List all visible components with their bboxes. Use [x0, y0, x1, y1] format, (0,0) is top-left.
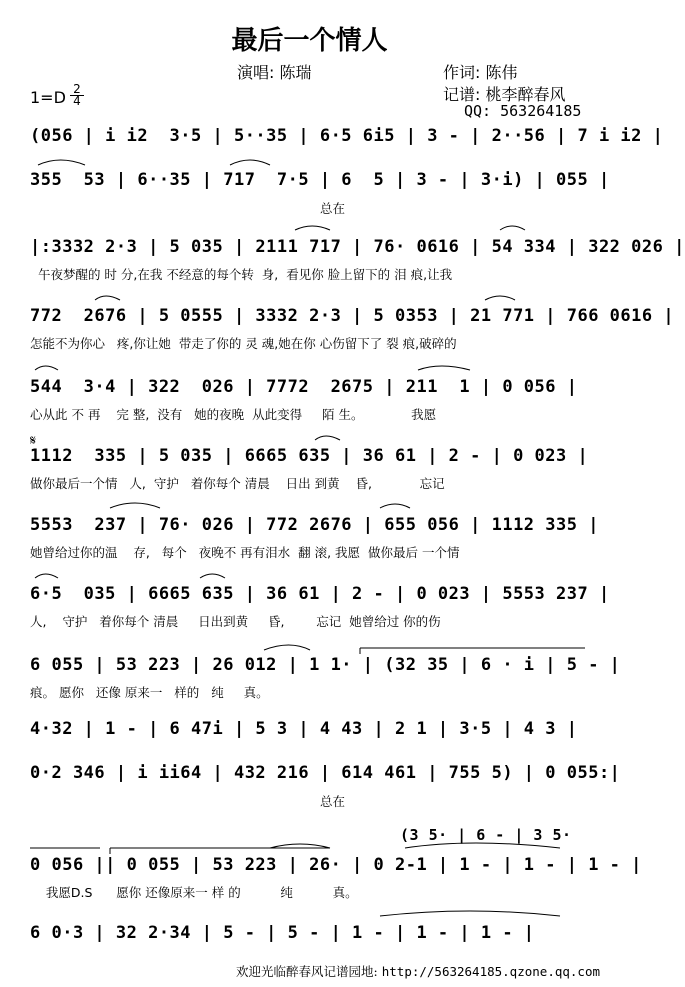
slur-mark [380, 911, 560, 916]
footer-url[interactable]: http://563264185.qzone.qq.com [381, 964, 600, 979]
lyric-line-5: 心从此 不 再 完 整, 没有 她的夜晚 从此变得 陌 生。 我愿 [30, 407, 437, 422]
slur-mark [418, 366, 470, 370]
staff-line-7: 5553 237 | 76· 026 | 772 2676 | 655 056 | 1112 335 | [30, 515, 599, 535]
lyric-line-6: 做你最后一个情 人, 守护 着你每个 清晨 日出 到黄 昏, 忘记 [30, 476, 445, 491]
lyric-line-8: 人, 守护 着你每个 清晨 日出到黄 昏, 忘记 她曾给过 你的伤 [30, 614, 441, 629]
slur-mark [270, 844, 330, 848]
lyric-line-3: 午夜梦醒的 时 分,在我 不经意的每个转 身, 看见你 脸上留下的 泪 痕,让我 [30, 267, 453, 282]
meter-bottom: 4 [70, 95, 84, 107]
staff-line-9: 6 055 | 53 223 | 26 012 | 1 1· | (32 35 | 6 · i | 5 - | [30, 655, 621, 675]
staff-line-6: 1112 335 | 5 035 | 6665 635 | 36 61 | 2 - | 0 023 | [30, 446, 589, 466]
slur-mark [110, 503, 160, 508]
slur-mark [485, 296, 515, 300]
slur-mark [380, 504, 410, 508]
slur-mark [95, 296, 120, 300]
key-signature: 1=D [30, 88, 66, 107]
slur-mark [35, 366, 58, 370]
lyricist-credit: 作词: 陈伟 [443, 63, 518, 82]
lyric-line-11: 总在 [30, 794, 346, 809]
lyric-line-4: 怎能不为你心 疼,你让她 带走了你的 灵 魂,她在你 心伤留下了 裂 痕,破碎的 [30, 336, 457, 351]
lyric-line-7: 她曾给过你的温 存, 每个 夜晚不 再有泪水 翻 滚, 我愿 做你最后 一个情 [30, 545, 460, 560]
slur-mark [315, 436, 340, 440]
qq-number: QQ: 563264185 [464, 102, 582, 120]
slur-mark [230, 160, 270, 165]
singer-credit: 演唱: 陈瑞 [237, 63, 312, 82]
lyric-line-2: 总在 [30, 201, 346, 216]
song-title: 最后一个情人 [231, 26, 388, 56]
staff-line-10: 4·32 | 1 - | 6 47i | 5 3 | 4 43 | 2 1 | 3·5 | 4 3 | [30, 719, 578, 739]
staff-line-8: 6·5 035 | 6665 635 | 36 61 | 2 - | 0 023 | 5553 237 | [30, 584, 610, 604]
staff-line-4: 772 2676 | 5 0555 | 3332 2·3 | 5 0353 | 21 771 | 766 0616 | [30, 306, 675, 326]
segno-icon: 𝄋 [30, 433, 37, 449]
slur-mark [500, 226, 525, 230]
slur-mark [405, 843, 560, 848]
staff-line-5: 544 3·4 | 322 026 | 7772 2675 | 211 1 | 0 056 | [30, 377, 578, 397]
footer-text: 欢迎光临醉春风记谱园地: [236, 964, 378, 979]
slur-mark [264, 645, 310, 650]
lyric-line-12: 我愿D.S 愿你 还像原来一 样 的 纯 真。 [30, 885, 358, 900]
slur-mark [38, 160, 85, 165]
lyric-line-9: 痕。 愿你 还像 原来一 样的 纯 真。 [30, 685, 269, 700]
meter-top: 2 [73, 82, 81, 96]
upper-voice: (3 5· | 6 - | 3 5· [400, 826, 572, 844]
staff-line-12: 0 056 || 0 055 | 53 223 | 26· | 0 2-1 | 1 - | 1 - | 1 - | [30, 855, 642, 875]
slur-mark [200, 574, 225, 578]
slur-mark [295, 226, 330, 230]
staff-line-1: (056 | i i2 3·5 | 5··35 | 6·5 6i5 | 3 - | 2··56 | 7 i i2 | [30, 126, 664, 146]
staff-line-2: 355 53 | 6··35 | 717 7·5 | 6 5 | 3 - | 3·i) | 055 | [30, 170, 610, 190]
staff-line-13: 6 0·3 | 32 2·34 | 5 - | 5 - | 1 - | 1 - | 1 - | [30, 923, 535, 943]
slur-mark [35, 574, 58, 578]
staff-line-11: 0·2 346 | i ii64 | 432 216 | 614 461 | 755 5) | 0 055:| [30, 763, 621, 783]
staff-line-3: |:3332 2·3 | 5 035 | 2111 717 | 76· 0616 | 54 334 | 322 026 | [30, 237, 685, 257]
transcriber-credit: 记谱: 桃李醉春风 [443, 85, 566, 104]
